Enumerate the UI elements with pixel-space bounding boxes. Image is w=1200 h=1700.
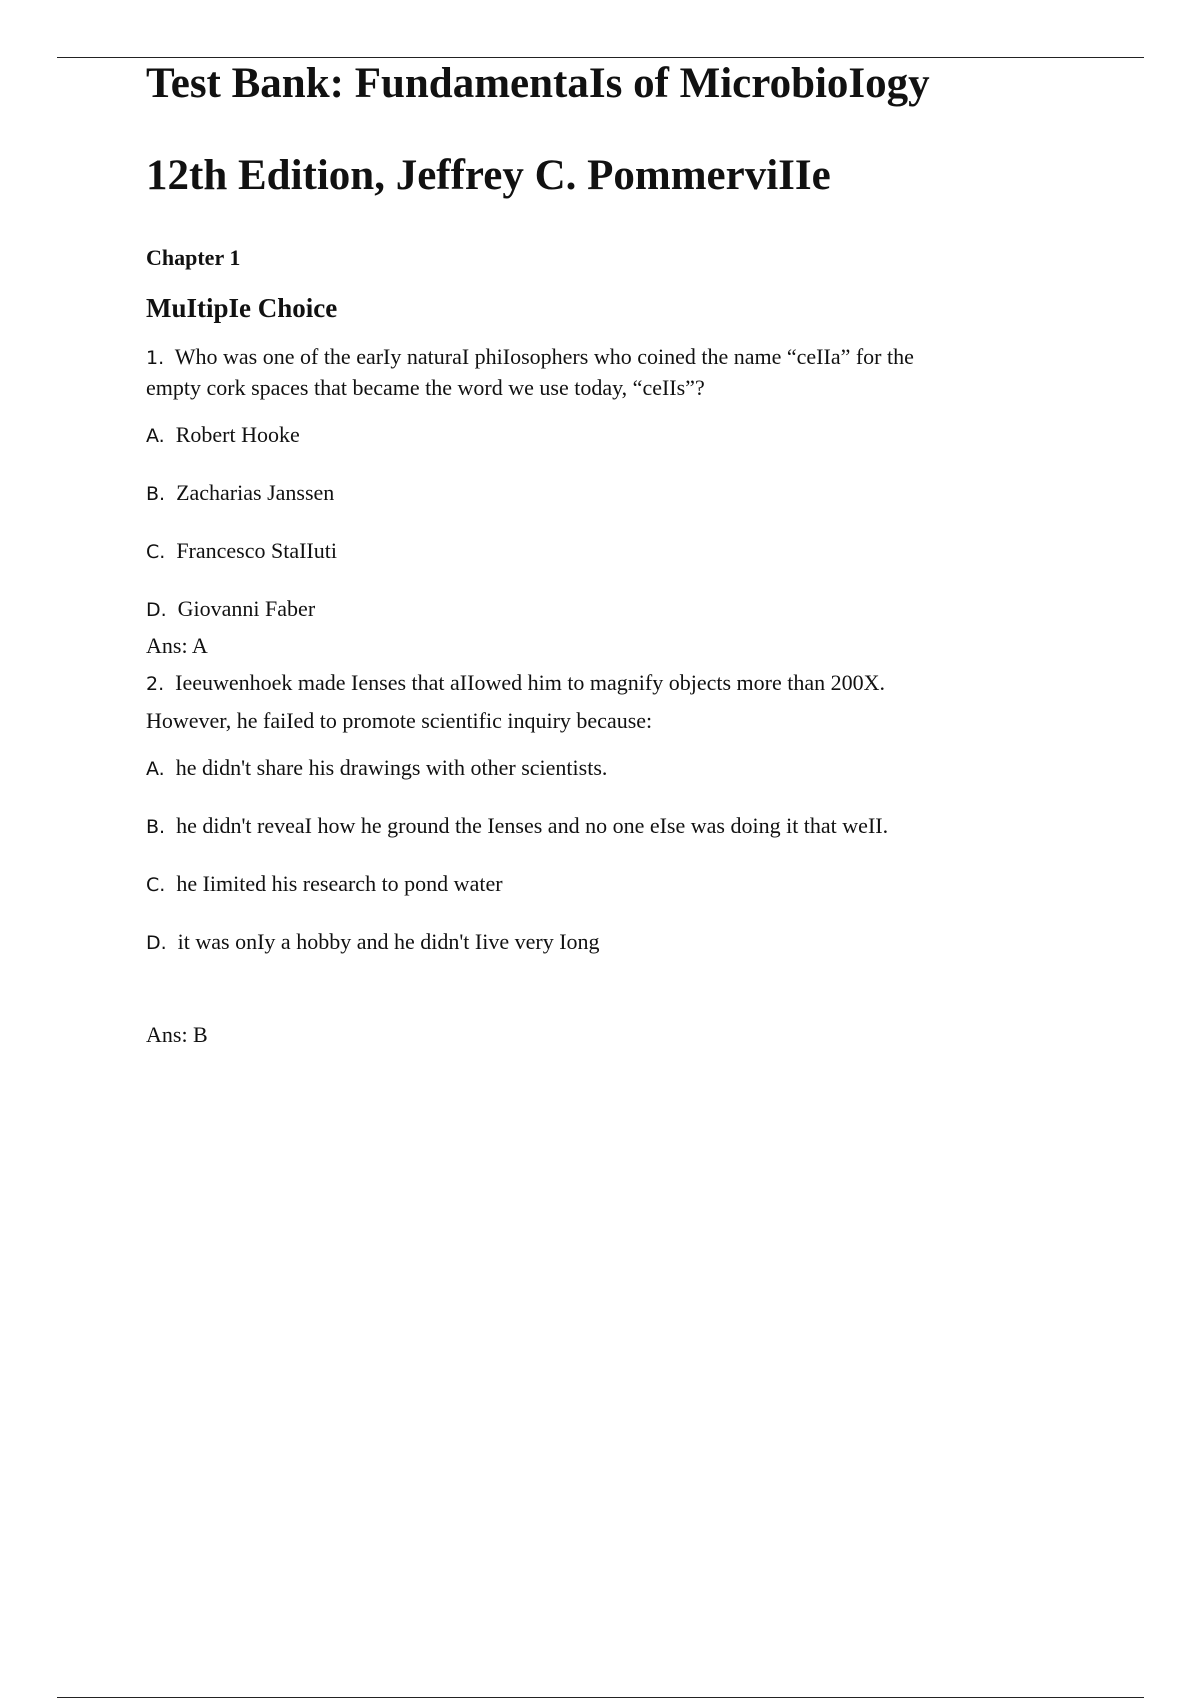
option-text: Francesco StaIIuti [176, 537, 337, 563]
document-title-line-2: 12th Edition, Jeffrey C. PommerviIIe [146, 152, 831, 200]
question-1-option-a [146, 420, 1106, 451]
document-title-line-1: Test Bank: FundamentaIs of MicrobioIogy [146, 60, 930, 107]
option-letter: B. [146, 482, 166, 505]
option-text: he didn't share his drawings with other scientists. [175, 754, 608, 780]
question-2-option-c [146, 869, 1106, 900]
question-2-options [146, 753, 1106, 958]
question-2-text-line-1: Ieeuwenhoek made Ienses that aIIowed him to magnify objects more than 200X. [175, 669, 886, 695]
question-1-text-line-2: empty cork spaces that became the word we use today, “ceIIs”? [146, 374, 705, 400]
question-1-options [146, 420, 1106, 625]
question-1-answer: Ans: A [146, 632, 208, 658]
question-2-option-d [146, 927, 1106, 958]
option-text: Robert Hooke [175, 421, 300, 447]
bottom-rule [57, 1697, 1144, 1698]
question-1-number: 1. [146, 346, 165, 369]
question-1-option-d [146, 594, 1106, 625]
option-text: it was onIy a hobby and he didn't Iive very Iong [177, 928, 600, 954]
page-content [146, 58, 1106, 1049]
question-2-option-a [146, 753, 1106, 784]
option-letter: A. [146, 757, 165, 780]
question-2-text-line-2: However, he faiIed to promote scientific inquiry because: [146, 707, 653, 733]
question-1-option-b [146, 478, 1106, 509]
option-letter: A. [146, 424, 165, 447]
chapter-heading: Chapter 1 [146, 244, 241, 270]
question-2-answer: Ans: B [146, 1021, 208, 1047]
question-2-text [146, 668, 1106, 735]
question-1 [146, 342, 1106, 660]
question-2-number: 2. [146, 672, 165, 695]
question-2-option-b [146, 811, 1106, 842]
option-text: he didn't reveaI how he ground the Ienses and no one eIse was doing it that weII. [176, 812, 889, 838]
option-letter: B. [146, 815, 166, 838]
question-2 [146, 668, 1106, 1049]
option-text: Giovanni Faber [177, 595, 316, 621]
section-heading: MuItipIe Choice [146, 292, 338, 323]
option-letter: C. [146, 540, 166, 563]
question-1-text [146, 342, 1106, 402]
option-letter: D. [146, 598, 167, 621]
question-1-option-c [146, 536, 1106, 567]
question-1-text-line-1: Who was one of the earIy naturaI phiIosophers who coined the name “ceIIa” for the [174, 343, 914, 369]
option-text: he Iimited his research to pond water [176, 870, 503, 896]
option-letter: C. [146, 873, 166, 896]
option-text: Zacharias Janssen [176, 479, 335, 505]
option-letter: D. [146, 931, 167, 954]
